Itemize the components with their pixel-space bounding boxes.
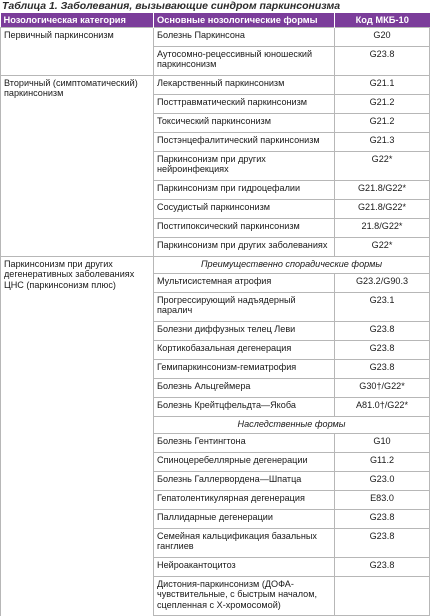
- column-header-form: Основные нозологические формы: [154, 13, 335, 28]
- form-cell: Семейная кальцификация базальных ганглиев: [154, 529, 335, 558]
- form-cell: Токсический паркинсонизм: [154, 114, 335, 133]
- code-cell: G23.0: [335, 472, 430, 491]
- category-cell: Вторичный (симптоматический) паркинсонизм: [1, 76, 154, 257]
- category-cell: Первичный паркинсонизм: [1, 28, 154, 76]
- form-cell: Болезнь Галлервордена—Шпатца: [154, 472, 335, 491]
- code-cell: A81.0†/G22*: [335, 398, 430, 417]
- code-cell: G21.8/G22*: [335, 181, 430, 200]
- form-cell: Сосудистый паркинсонизм: [154, 200, 335, 219]
- code-cell: G21.3: [335, 133, 430, 152]
- form-cell: Постгипоксический паркинсонизм: [154, 219, 335, 238]
- form-cell: Болезнь Паркинсона: [154, 28, 335, 47]
- table-row: [1, 76, 430, 95]
- code-cell: 21.8/G22*: [335, 219, 430, 238]
- disease-table: [0, 13, 430, 616]
- code-cell: G21.2: [335, 95, 430, 114]
- form-cell: Паркинсонизм при других нейроинфекциях: [154, 152, 335, 181]
- form-cell: Паркинсонизм при других заболеваниях: [154, 238, 335, 257]
- form-cell: Гемипаркинсонизм-гемиатрофия: [154, 360, 335, 379]
- table-row: [1, 28, 430, 47]
- form-cell: Паллидарные дегенерации: [154, 510, 335, 529]
- form-cell: Спиноцеребеллярные дегенерации: [154, 453, 335, 472]
- form-cell: Дистония-паркинсонизм (ДОФА-чувствительные, с быстрым началом, сцепленная с Х-хромосомой): [154, 577, 335, 616]
- form-cell: Болезнь Гентингтона: [154, 434, 335, 453]
- form-cell: Посттравматический паркинсонизм: [154, 95, 335, 114]
- form-cell: Паркинсонизм при гидроцефалии: [154, 181, 335, 200]
- code-cell: G23.8: [335, 558, 430, 577]
- code-cell: G23.8: [335, 529, 430, 558]
- form-cell: Нейроакантоцитоз: [154, 558, 335, 577]
- code-cell: G21.8/G22*: [335, 200, 430, 219]
- code-cell: E83.0: [335, 491, 430, 510]
- code-cell: G23.8: [335, 360, 430, 379]
- form-cell: Гепатолентикулярная дегенерация: [154, 491, 335, 510]
- form-cell: Болезни диффузных телец Леви: [154, 322, 335, 341]
- code-cell: G23.8: [335, 510, 430, 529]
- subheader-hereditary: Наследственные формы: [154, 417, 430, 434]
- form-cell: Постэнцефалитический паркинсонизм: [154, 133, 335, 152]
- code-cell: G11.2: [335, 453, 430, 472]
- code-cell: [335, 577, 430, 616]
- subheader-row: [1, 257, 430, 274]
- code-cell: G23.8: [335, 322, 430, 341]
- category-cell: Паркинсонизм при других дегенеративных заболеваниях ЦНС (паркинсонизм плюс): [1, 257, 154, 616]
- code-cell: G23.8: [335, 47, 430, 76]
- form-cell: Аутосомно-рецессивный юношеский паркинсонизм: [154, 47, 335, 76]
- code-cell: G30†/G22*: [335, 379, 430, 398]
- form-cell: Прогрессирующий надъядерный паралич: [154, 293, 335, 322]
- header-row: [1, 13, 430, 28]
- code-cell: G10: [335, 434, 430, 453]
- form-cell: Болезнь Крейтцфельдта—Якоба: [154, 398, 335, 417]
- form-cell: Кортикобазальная дегенерация: [154, 341, 335, 360]
- column-header-code: Код МКБ-10: [335, 13, 430, 28]
- form-cell: Мультисистемная атрофия: [154, 274, 335, 293]
- code-cell: G22*: [335, 238, 430, 257]
- code-cell: G20: [335, 28, 430, 47]
- code-cell: G23.1: [335, 293, 430, 322]
- column-header-category: Нозологическая категория: [1, 13, 154, 28]
- code-cell: G21.1: [335, 76, 430, 95]
- code-cell: G22*: [335, 152, 430, 181]
- code-cell: G21.2: [335, 114, 430, 133]
- code-cell: G23.8: [335, 341, 430, 360]
- code-cell: G23.2/G90.3: [335, 274, 430, 293]
- form-cell: Лекарственный паркинсонизм: [154, 76, 335, 95]
- table-caption: Таблица 1. Заболевания, вызывающие синдром паркинсонизма: [2, 0, 341, 12]
- subheader-sporadic: Преимущественно спорадические формы: [154, 257, 430, 274]
- form-cell: Болезнь Альцгеймера: [154, 379, 335, 398]
